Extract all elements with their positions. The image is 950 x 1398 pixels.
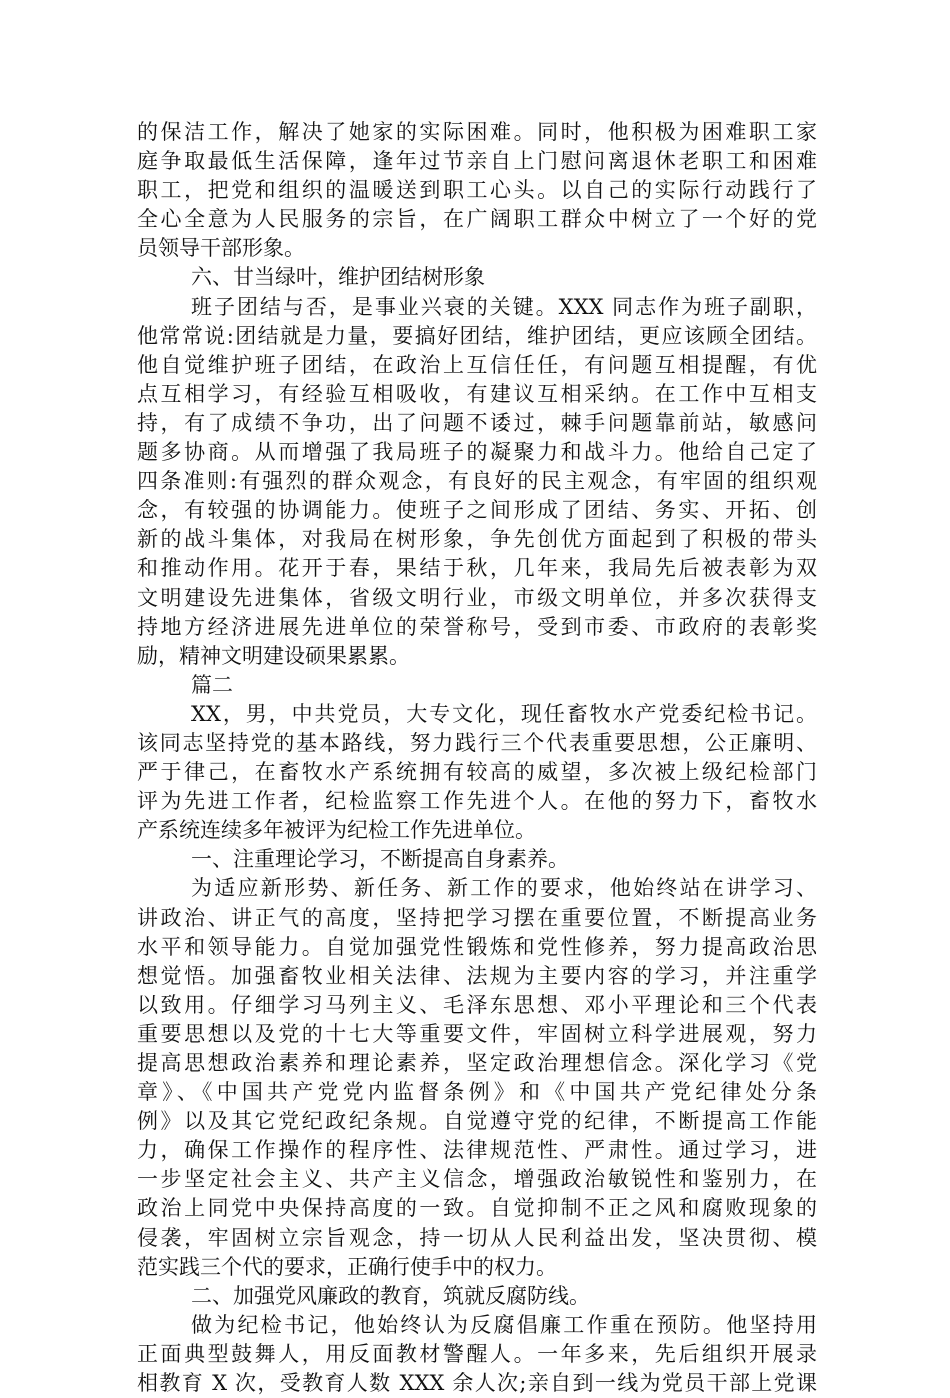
text-line: 全心全意为人民服务的宗旨，在广阔职工群众中树立了一个好的党 [137,207,817,232]
document-body [137,118,817,1398]
text-line: 一步坚定社会主义、共产主义信念，增强政治敏锐性和鉴别力，在 [137,1167,817,1192]
text-line: 六、甘当绿叶，维护团结树形象 [191,265,485,290]
text-line: 他自觉维护班子团结，在政治上互信任任，有问题互相提醒，有优 [137,352,817,377]
text-line: 讲政治、讲正气的高度，坚持把学习摆在重要位置，不断提高业务 [137,905,817,930]
text-line: 题多协商。从而增强了我局班子的凝聚力和战斗力。他给自己定了 [137,440,817,465]
text-line: 四条准则:有强烈的群众观念，有良好的民主观念，有牢固的组织观 [137,469,817,494]
text-line: 二、加强党风廉政的教育，筑就反腐防线。 [191,1283,590,1308]
text-line: 班子团结与否，是事业兴衰的关键。XXX 同志作为班子副职， [191,294,817,319]
text-line: 他常常说:团结就是力量，要搞好团结，维护团结，更应该顾全团结。 [137,323,817,348]
text-line: 想觉悟。加强畜牧业相关法律、法规为主要内容的学习，并注重学 [137,963,817,988]
text-line: 正面典型鼓舞人，用反面教材警醒人。一年多来，先后组织开展录 [137,1341,817,1366]
text-line: 严于律己，在畜牧水产系统拥有较高的威望，多次被上级纪检部门 [137,760,817,785]
text-line: 持，有了成绩不争功，出了问题不诿过，棘手问题靠前站，敏感问 [137,410,817,435]
text-line: 庭争取最低生活保障，逢年过节亲自上门慰问离退休老职工和困难 [137,149,817,174]
text-line: 提高思想政治素养和理论素养，坚定政治理想信念。深化学习《党 [137,1051,817,1075]
text-line: 例》以及其它党纪政纪条规。自觉遵守党的纪律，不断提高工作能 [137,1109,817,1134]
text-line: 职工，把党和组织的温暖送到职工心头。以自己的实际行动践行了 [137,178,817,203]
text-line: 篇二 [191,672,233,697]
text-line: 以致用。仔细学习马列主义、毛泽东思想、邓小平理论和三个代表 [137,992,817,1017]
text-line: 范实践三个代的要求，正确行使手中的权力。 [137,1254,557,1279]
text-line: 相教育 X 次，受教育人数 XXX 余人次;亲自到一线为党员干部上党课 [137,1371,817,1396]
text-line: 一、注重理论学习，不断提高自身素养。 [191,847,569,872]
text-line: 评为先进工作者，纪检监察工作先进个人。在他的努力下，畜牧水 [137,789,817,814]
text-line: 侵袭，牢固树立宗旨观念，持一切从人民利益出发，坚决贯彻、模 [137,1225,817,1250]
text-line: 的保洁工作，解决了她家的实际困难。同时，他积极为困难职工家 [137,120,817,144]
text-line: 该同志坚持党的基本路线，努力践行三个代表重要思想，公正廉明、 [137,730,817,755]
text-line: 为适应新形势、新任务、新工作的要求，他始终站在讲学习、 [191,876,817,901]
text-line: 重要思想以及党的十七大等重要文件，牢固树立科学进展观，努力 [137,1021,817,1046]
text-line: 持地方经济进展先进单位的荣誉称号，受到市委、市政府的表彰奖 [137,614,817,639]
text-line: 文明建设先进集体，省级文明行业，市级文明单位，并多次获得支 [137,585,817,610]
text-line: 点互相学习，有经验互相吸收，有建议互相采纳。在工作中互相支 [137,381,817,406]
text-line: 员领导干部形象。 [137,236,305,261]
text-line: 和推动作用。花开于春，果结于秋，几年来，我局先后被表彰为双 [137,556,817,581]
text-line: 政治上同党中央保持高度的一致。自觉抑制不正之风和腐败现象的 [137,1196,817,1221]
text-line: XX，男，中共党员，大专文化，现任畜牧水产党委纪检书记。 [191,701,817,726]
text-line: 做为纪检书记，他始终认为反腐倡廉工作重在预防。他坚持用 [191,1312,817,1337]
text-line: 产系统连续多年被评为纪检工作先进单位。 [137,818,536,843]
text-line: 念，有较强的协调能力。使班子之间形成了团结、务实、开拓、创 [137,498,817,523]
text-line: 新的战斗集体，对我局在树形象，争先创优方面起到了积极的带头 [137,527,817,552]
text-line: 力，确保工作操作的程序性、法律规范性、严肃性。通过学习，进 [137,1138,817,1163]
text-line: 水平和领导能力。自觉加强党性锻炼和党性修养，努力提高政治思 [137,934,817,959]
text-line: 章》、《中国共产党党内监督条例》和《中国共产党纪律处分条 [137,1080,817,1105]
text-line: 励，精神文明建设硕果累累。 [137,643,410,668]
